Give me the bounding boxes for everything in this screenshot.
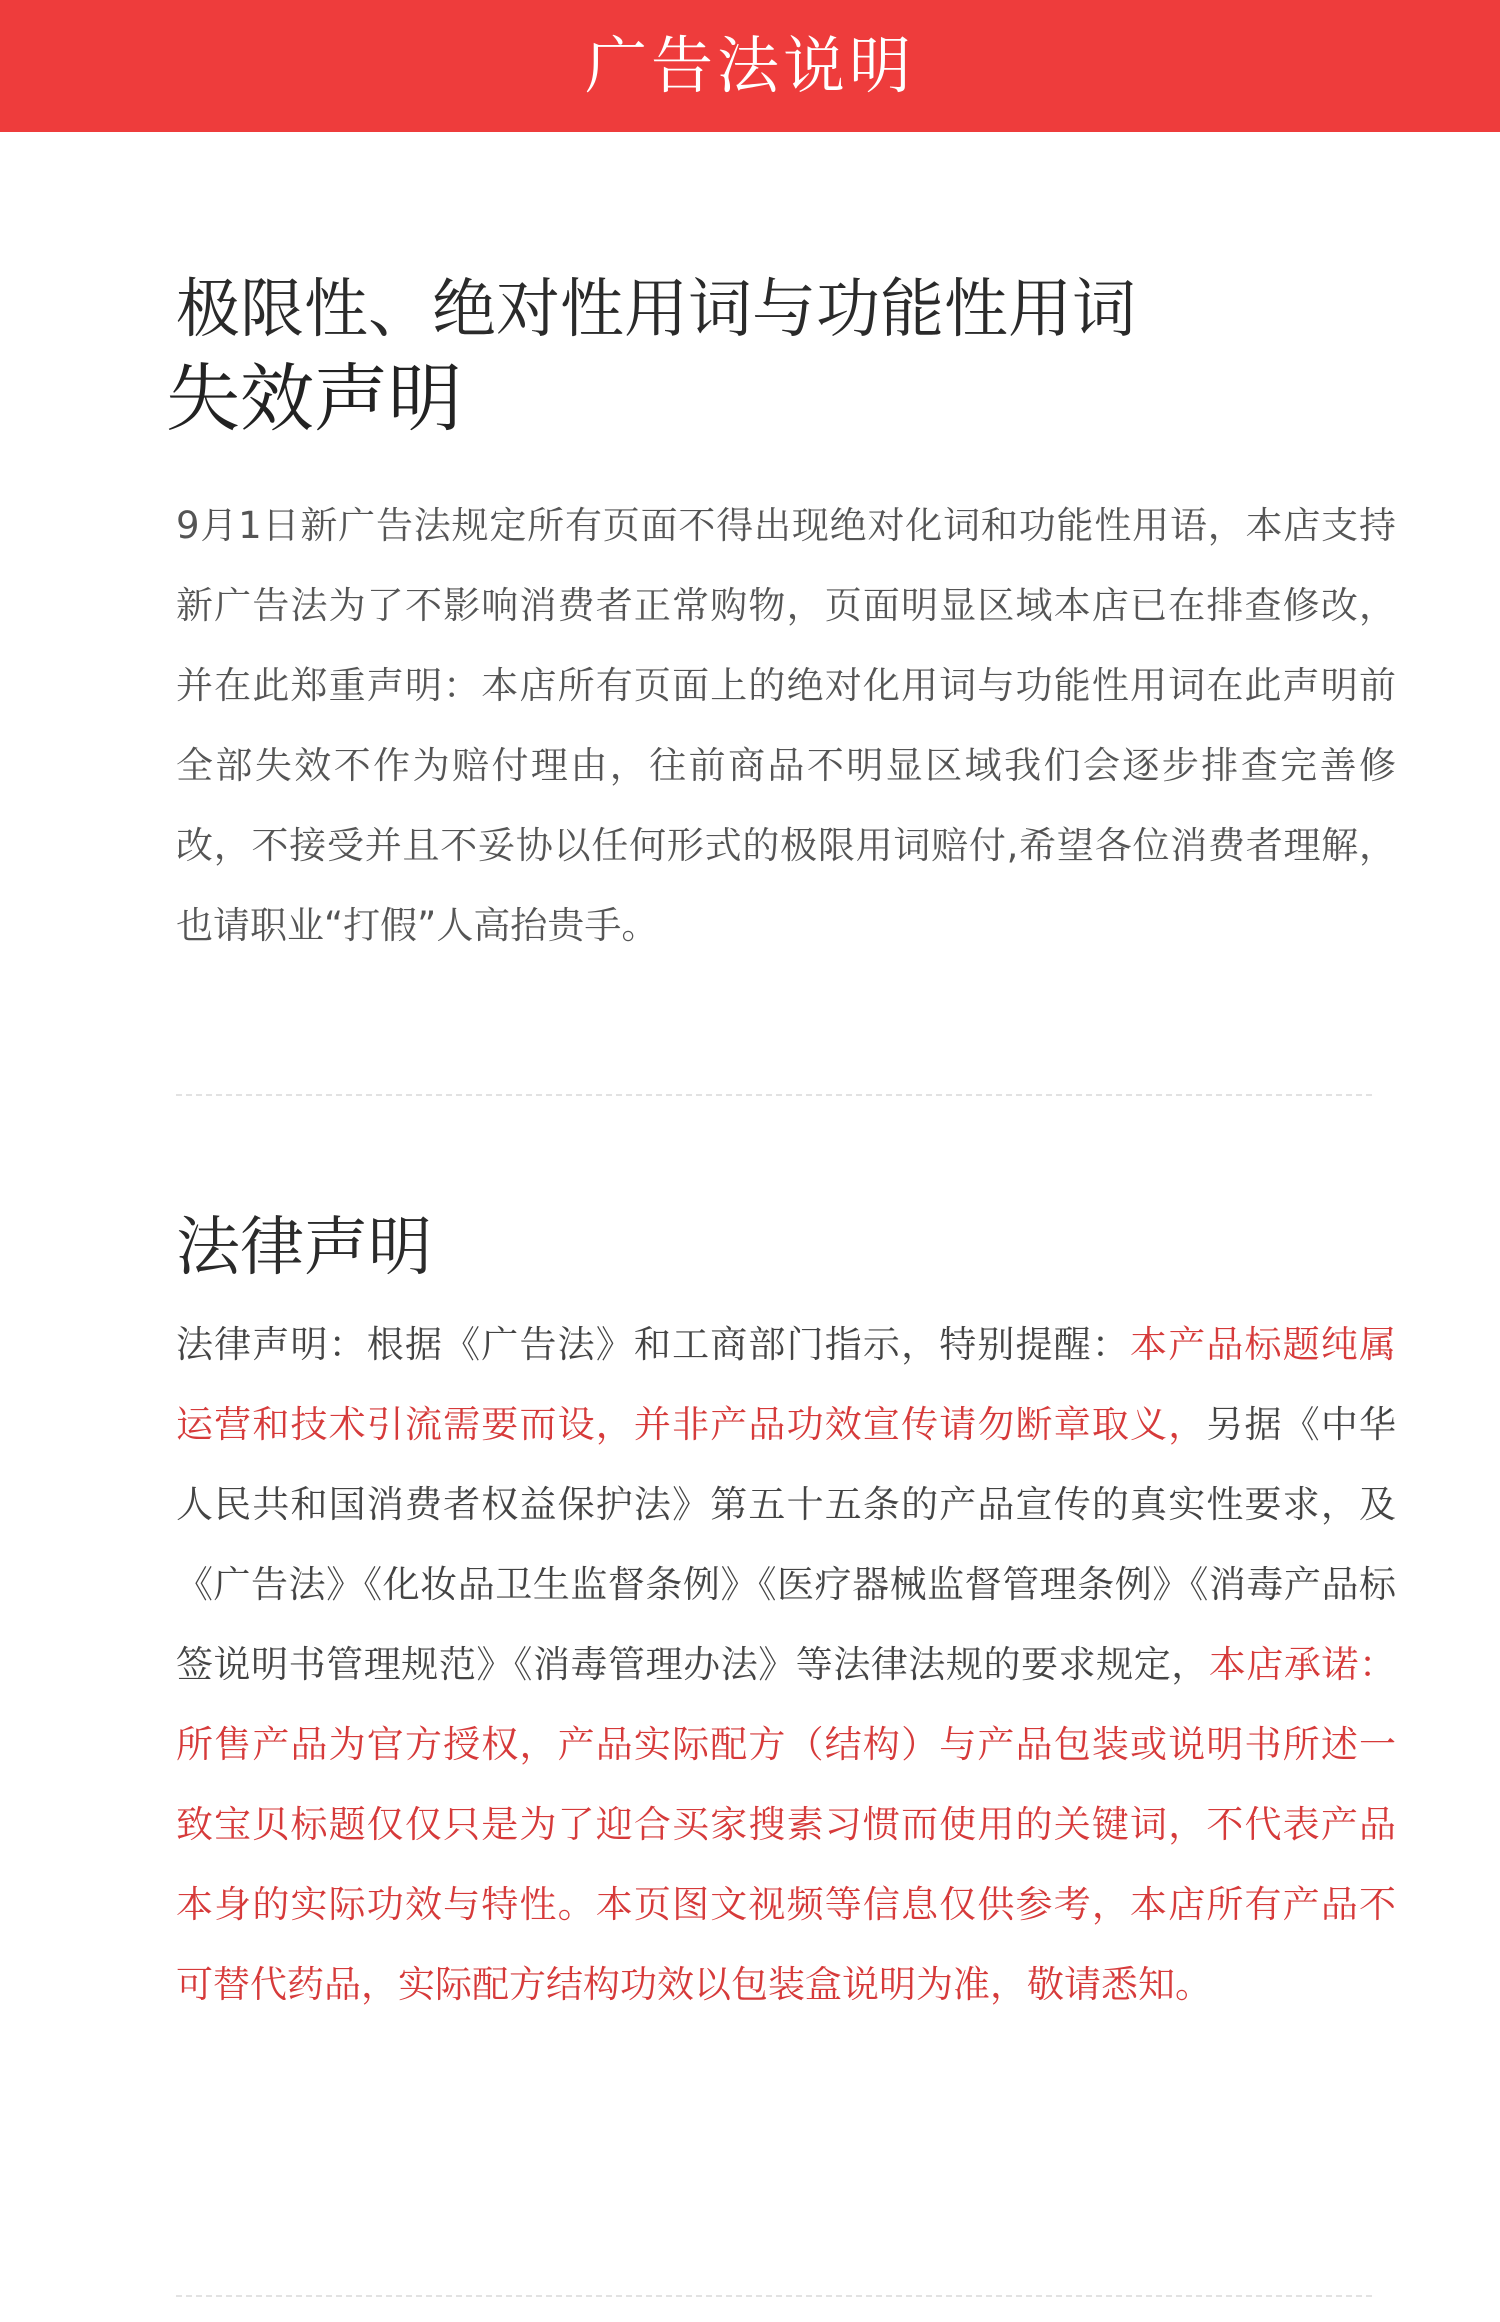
legal-text-highlight-2: 本店承诺：所售产品为官方授权，产品实际配方（结构）与产品包装或说明书所述一致宝贝标题仅仅只是为了迎合买家搜素习惯而使用的关键词，不代表产品本身的实际功效与特性。本页图文视频等信息仅供参考，本店所有产品不可替代药品，实际配方结构功效以包装盒说明为准，敬请悉知。	[176, 1642, 1396, 2006]
legal-heading: 法律声明	[176, 1211, 432, 1285]
section-divider-bottom	[176, 2295, 1372, 2297]
legal-paragraph	[176, 1305, 1396, 2025]
legal-text-middle: 另据《中华人民共和国消费者权益保护法》第五十五条的产品宣传的真实性要求，及《广告法》《化妆品卫生监督条例》《医疗器械监督管理条例》《消毒产品标签说明书管理规范》《消毒管理办法》等法律法规的要求规定，	[176, 1402, 1397, 1686]
header-banner	[0, 0, 1500, 132]
section-heading-line1: 极限性、绝对性用词与功能性用词	[176, 273, 1136, 347]
legal-text-intro: 法律声明：根据《广告法》和工商部门指示，特别提醒：	[176, 1322, 1131, 1366]
absolute-terms-paragraph: 9月1日新广告法规定所有页面不得出现绝对化词和功能性用语，本店支持新广告法为了不影响消费者正常购物，页面明显区域本店已在排查修改，并在此郑重声明：本店所有页面上的绝对化用词与功能性用词在此声明前全部失效不作为赔付理由，往前商品不明显区域我们会逐步排查完善修改，不接受并且不妥协以任何形式的极限用词赔付,希望各位消费者理解，也请职业“打假”人高抬贵手。	[176, 503, 1396, 947]
legal-text-highlight-1: 本产品标题纯属运营和技术引流需要而设，并非产品功效宣传请勿断章取义，	[176, 1322, 1396, 1446]
section-divider	[176, 1094, 1372, 1096]
banner-title: 广告法说明	[584, 29, 915, 102]
absolute-terms-section	[166, 272, 1396, 966]
section-heading-line2: 失效声明	[166, 355, 462, 442]
legal-statement-section	[176, 1210, 1396, 2025]
